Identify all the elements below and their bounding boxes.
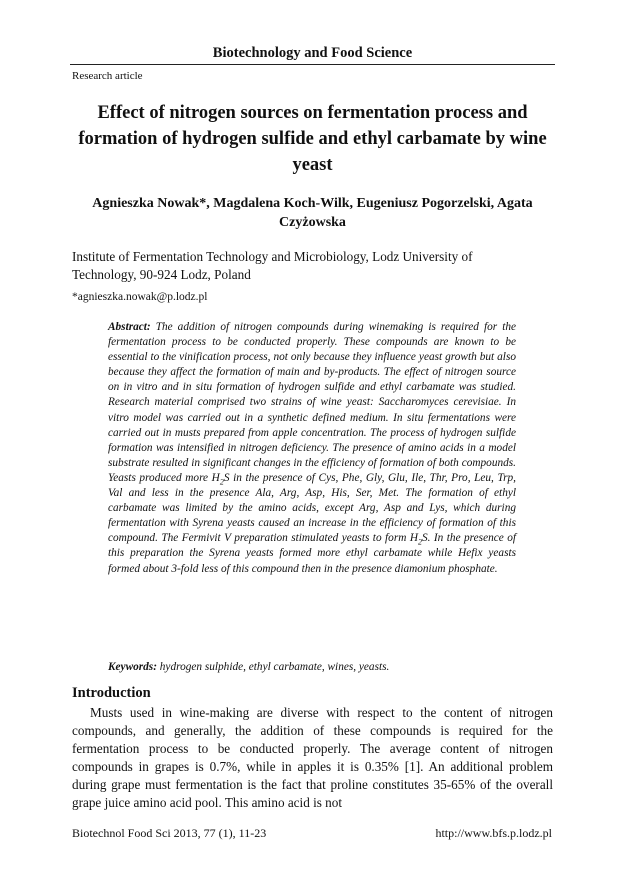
author-list: Agnieszka Nowak*, Magdalena Koch-Wilk, Eugeniusz Pogorzelski, Agata Czyżowska: [92, 196, 533, 230]
keywords-text: hydrogen sulphide, ethyl carbamate, wines, yeasts.: [156, 661, 390, 673]
abstract-subscript-1: 2: [219, 477, 224, 487]
journal-name: Biotechnology and Food Science: [212, 45, 413, 61]
keywords: [108, 660, 516, 675]
section-heading-introduction: Introduction: [72, 685, 151, 701]
corresponding-email: *agnieszka.nowak@p.lodz.pl: [72, 291, 208, 303]
abstract-text-2: S in the presence of Cys, Phe, Gly, Glu, Ile, Thr, Pro, Leu, Trp, Val and less in the presence Ala, Arg, Asp, His, Ser, Met. The formation of ethyl carbamate was limited by the amino acids, except Arg, Asp and Lys, which during fermentation with Syrena yeasts caused an increase in the efficiency of formation of this compound. The Fermivit V preparation stimulated yeasts to form H: [108, 471, 516, 545]
footer-url[interactable]: http://www.bfs.p.lodz.pl: [435, 826, 552, 840]
header-rule: [70, 64, 555, 65]
article-type: Research article: [72, 70, 143, 82]
article-title: Effect of nitrogen sources on fermentation process and formation of hydrogen sulfide and ethyl carbamate by wine yeast: [78, 103, 547, 175]
abstract-subscript-2: 2: [418, 537, 422, 547]
keywords-label: Keywords:: [108, 661, 157, 673]
footer-citation: Biotechnol Food Sci 2013, 77 (1), 11-23: [72, 826, 267, 840]
abstract-text-1: The addition of nitrogen compounds during winemaking is required for the fermentation process to be conducted properly. These compounds are known to be essential to the vinification process, not only because they influence yeast growth but also because they affect the formation of main and by-products. The effect of nitrogen source on in vitro and in situ formation of hydrogen sulfide and ethyl carbamate was studied. Research material comprised two strains of wine yeast: Saccharomyces cerevisiae. In vitro model was carried out in a synthetic defined medium. In situ fermentations were carried out in musts prepared from apple concentration. The process of hydrogen sulfide formation was intensified in nitrogen deficiency. The presence of amino acids in a model substrate resulted in significant changes in the efficiency of formation of both compounds. Yeasts produced more H: [108, 321, 516, 484]
abstract: [108, 320, 516, 577]
abstract-text-3: S. In the presence of this preparation the Syrena yeasts formed more ethyl carbamate while Hefix yeasts formed about 3-fold less of this compound then in the presence diamonium phosphate.: [108, 532, 516, 575]
introduction-paragraph: Musts used in wine-making are diverse with respect to the content of nitrogen compounds, and generally, the addition of these compounds is required for the fermentation process to be conducted properly. The average content of nitrogen compounds in grapes is 0.7%, while in apples it is 0.35% [1]. An additional problem during grape must fermentation is the fact that proline constitutes 35-65% of the overall grape juice amino acid pool. This amino acid is not: [72, 705, 553, 810]
abstract-label: Abstract:: [108, 321, 151, 333]
affiliation: Institute of Fermentation Technology and Microbiology, Lodz University of Technology, 90-924 Lodz, Poland: [72, 249, 473, 282]
